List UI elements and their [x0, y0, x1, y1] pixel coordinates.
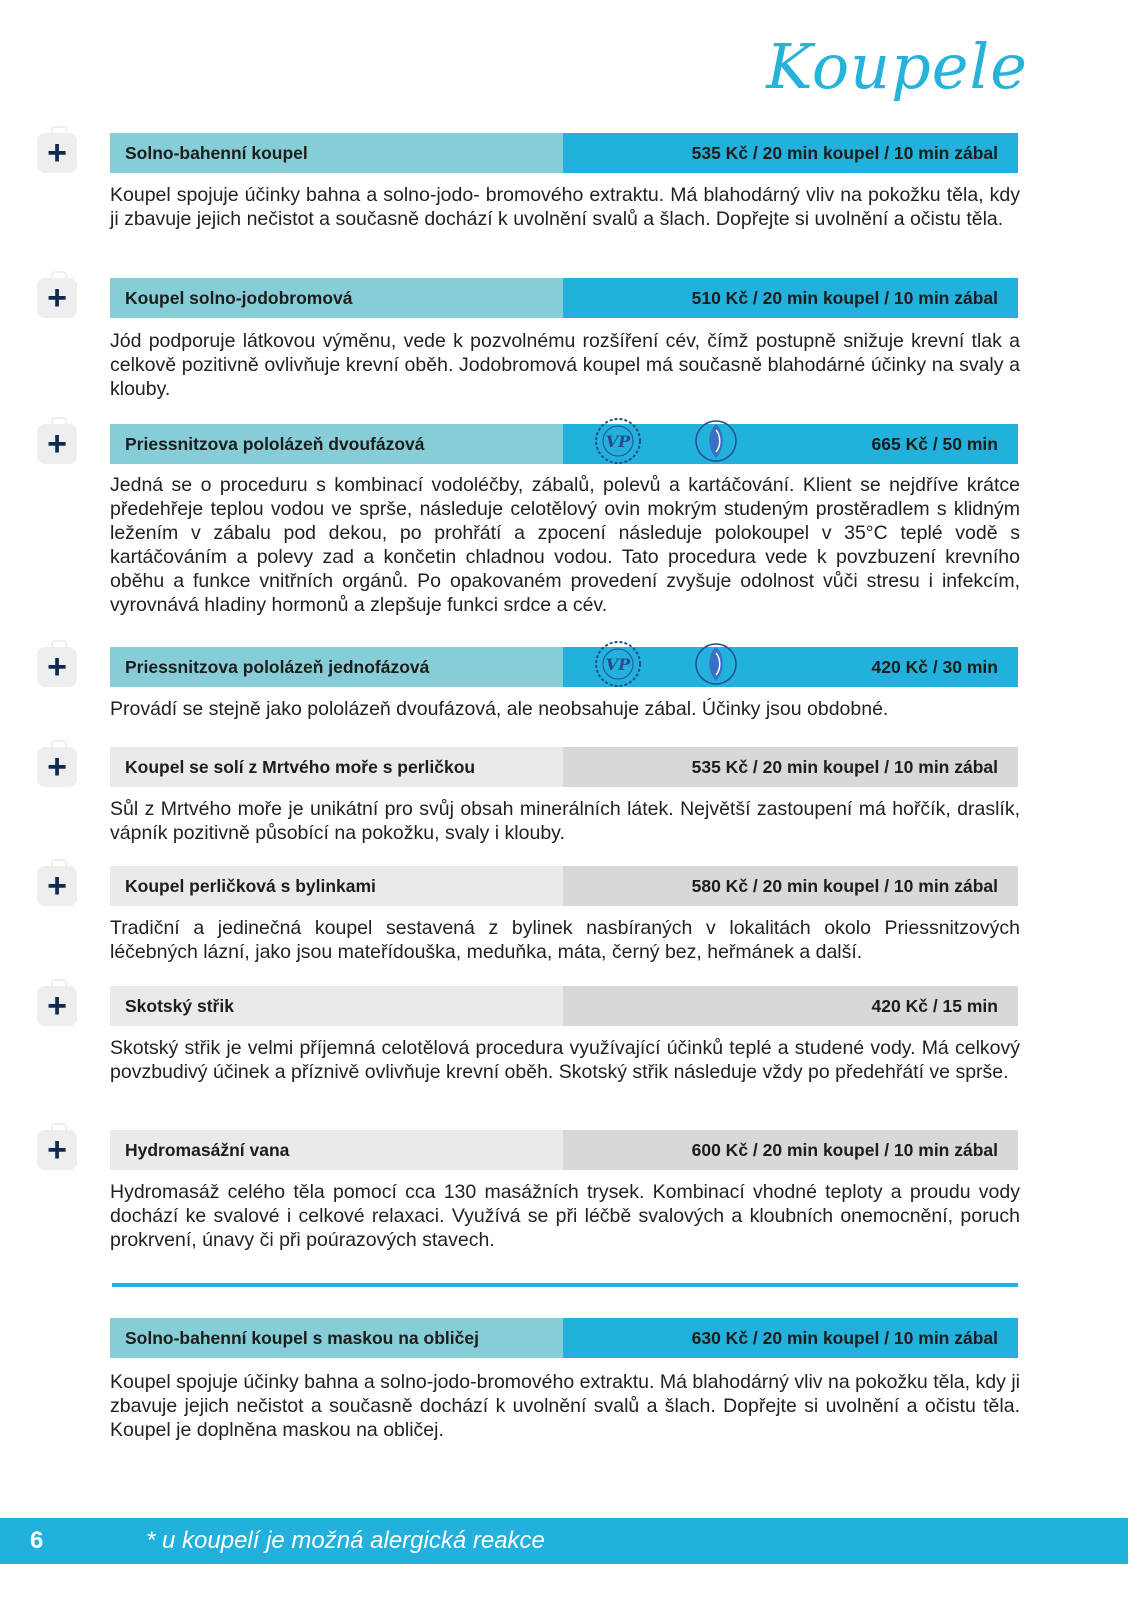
- vp-seal-icon: [593, 639, 643, 689]
- service-price: 665 Kč / 50 min VP: [563, 424, 1018, 464]
- plus-icon: +: [37, 133, 77, 173]
- service-description: Jód podporuje látkovou výměnu, vede k pozvolnému rozšíření cév, čímž postupně snižuje krevní tlak a celkově pozitivně ovlivňuje krevní oběh. Jodobromová koupel má současně blahodárné účinky na svaly a klouby.: [110, 330, 1020, 400]
- service-header: [110, 424, 1018, 464]
- service-header: [110, 1130, 1018, 1170]
- service-description: Hydromasáž celého těla pomocí cca 130 masážních trysek. Kombinací vhodné teploty a proudu vody dochází ke svalové i celkové relaxaci. Využívá se při léčbě svalových a kloubních onemocnění, poruch prokrvení, únavy či při poúrazových stavech.: [110, 1181, 1020, 1251]
- svg-text:VP: VP: [605, 432, 631, 451]
- service-header: [110, 647, 1018, 687]
- service-description: Koupel spojuje účinky bahna a solno-jodo-bromového extraktu. Má blahodárný vliv na pokožku těla, kdy ji zbavuje jejich nečistot a současně dochází k uvolnění svalů a šlach. Dopřejte si uvolnění a očistu těla. Koupel je doplněna maskou na obličej.: [110, 1371, 1020, 1441]
- jeseniky-seal-icon: [691, 639, 741, 689]
- vp-seal-icon: [593, 416, 643, 466]
- service-price: 580 Kč / 20 min koupel / 10 min zábal: [563, 866, 1018, 906]
- service-name: Solno-bahenní koupel: [110, 133, 563, 173]
- service-description: Jedná se o proceduru s kombinací vodoléčby, zábalů, polevů a kartáčování. Klient se nejdříve krátce předehřeje teplou vodou ve sprše, následuje celotělový ovin mokrým studeným prostěradlem s klidným ležením v zábalu pod dekou, po prohřátí a zpocení následuje polokoupel v 35°C teplé vodě s kartáčováním a polevy zad a končetin chladnou vodou. Tato procedura vede k povzbuzení krevního oběhu a funkce vnitřních orgánů. Po opakovaném provedení zvyšuje odolnost vůči stresu i infekcím, vyrovnává hladiny hormonů a zlepšuje funkci srdce a cév.: [110, 474, 1020, 616]
- service-name: Priessnitzova pololázeň dvoufázová: [110, 424, 563, 464]
- service-header: [110, 747, 1018, 787]
- service-description: Sůl z Mrtvého moře je unikátní pro svůj obsah minerálních látek. Největší zastoupení má hořčík, draslík, vápník pozitivně působící na pokožku, svaly i klouby.: [110, 798, 1020, 844]
- plus-icon: +: [37, 1130, 77, 1170]
- service-name: Koupel se solí z Mrtvého moře s perličkou: [110, 747, 563, 787]
- service-name: Hydromasážní vana: [110, 1130, 563, 1170]
- service-price: 535 Kč / 20 min koupel / 10 min zábal: [563, 747, 1018, 787]
- section-divider: [112, 1283, 1018, 1287]
- service-header: [110, 1318, 1018, 1358]
- service-header: [110, 133, 1018, 173]
- service-header: [110, 866, 1018, 906]
- service-description: Tradiční a jedinečná koupel sestavená z bylinek nasbíraných v lokalitách okolo Priessnitzových léčebných lázní, jako jsou mateřídouška, meduňka, máta, černý bez, heřmánek a další.: [110, 917, 1020, 963]
- service-name: Priessnitzova pololázeň jednofázová: [110, 647, 563, 687]
- footnote: * u koupelí je možná alergická reakce: [146, 1527, 545, 1554]
- service-description: Skotský střik je velmi příjemná celotělová procedura využívající účinků teplé a studené vody. Má celkový povzbudivý účinek a příznivě ovlivňuje krevní oběh. Skotský střik následuje vždy po předehřátí ve sprše.: [110, 1037, 1020, 1083]
- plus-icon: +: [37, 424, 77, 464]
- service-name: Koupel solno-jodobromová: [110, 278, 563, 318]
- page-number: 6: [30, 1527, 44, 1554]
- service-price: 510 Kč / 20 min koupel / 10 min zábal: [563, 278, 1018, 318]
- service-name: Koupel perličková s bylinkami: [110, 866, 563, 906]
- page-footer: [0, 1518, 1128, 1564]
- plus-icon: +: [37, 986, 77, 1026]
- service-header: [110, 986, 1018, 1026]
- service-description: Koupel spojuje účinky bahna a solno-jodo- bromového extraktu. Má blahodárný vliv na pokožku těla, kdy ji zbavuje jejich nečistot a současně dochází k uvolnění svalů a šlach. Dopřejte si uvolnění a očistu těla.: [110, 184, 1020, 230]
- svg-text:VP: VP: [605, 655, 631, 674]
- service-price: 420 Kč / 15 min: [563, 986, 1018, 1026]
- service-price: 535 Kč / 20 min koupel / 10 min zábal: [563, 133, 1018, 173]
- service-header: [110, 278, 1018, 318]
- plus-icon: +: [37, 647, 77, 687]
- service-name: Skotský střik: [110, 986, 563, 1026]
- plus-icon: +: [37, 278, 77, 318]
- service-price: 420 Kč / 30 min VP: [563, 647, 1018, 687]
- page-title: Koupele: [766, 30, 1028, 103]
- service-price: 630 Kč / 20 min koupel / 10 min zábal: [563, 1318, 1018, 1358]
- service-price: 600 Kč / 20 min koupel / 10 min zábal: [563, 1130, 1018, 1170]
- service-description: Provádí se stejně jako pololázeň dvoufázová, ale neobsahuje zábal. Účinky jsou obdobné.: [110, 698, 889, 720]
- jeseniky-seal-icon: [691, 416, 741, 466]
- plus-icon: +: [37, 866, 77, 906]
- service-name: Solno-bahenní koupel s maskou na obličej: [110, 1318, 563, 1358]
- plus-icon: +: [37, 747, 77, 787]
